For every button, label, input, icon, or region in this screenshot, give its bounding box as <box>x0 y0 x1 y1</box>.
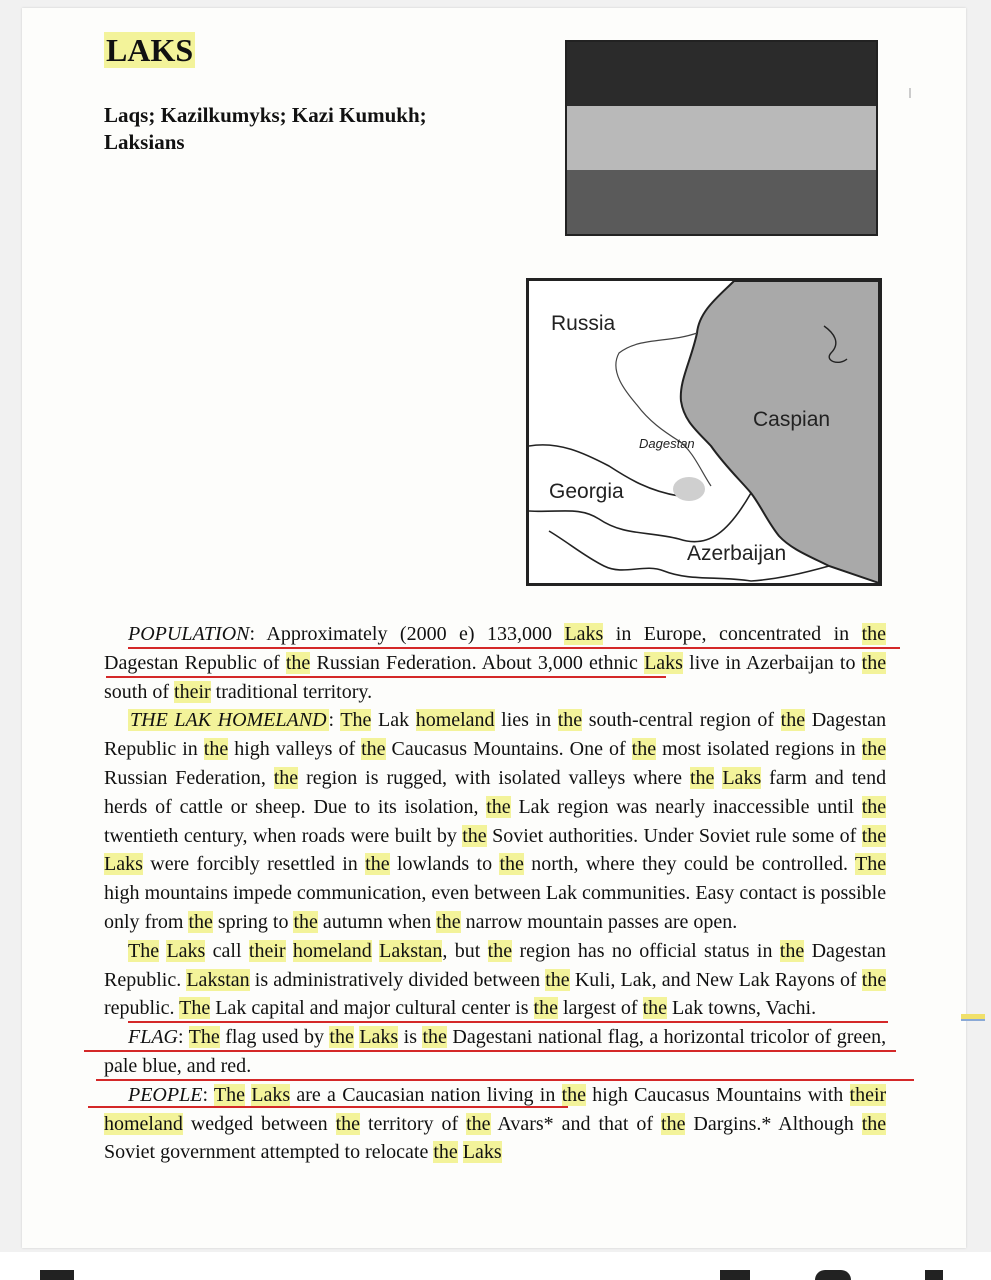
highlighted-word: the <box>642 997 668 1020</box>
highlighted-word: The <box>128 939 160 962</box>
highlighted-word: Laks <box>722 766 762 789</box>
highlighted-word: the <box>861 1112 887 1135</box>
article-body <box>104 620 886 1167</box>
scan-mark <box>909 88 911 98</box>
highlighted-word: homeland <box>104 1112 183 1135</box>
red-underline <box>96 1079 914 1081</box>
highlighted-word: the <box>285 651 311 674</box>
highlighted-word: the <box>466 1112 491 1135</box>
highlighted-word: The <box>188 1026 220 1049</box>
highlighted-word: the <box>203 738 229 761</box>
highlighted-word: the <box>273 766 299 789</box>
flag-stripe-top <box>567 42 876 106</box>
homeland-label: THE LAK HOMELAND <box>130 709 327 732</box>
location-map <box>526 278 882 586</box>
document-page <box>22 8 966 1248</box>
highlighted-word: the <box>861 968 887 991</box>
flag-stripe-middle <box>567 106 876 170</box>
highlighted-word: Laks <box>359 1026 399 1049</box>
highlighted-word: the <box>545 968 570 991</box>
highlighted-word: the <box>631 738 657 761</box>
highlighted-word: homeland <box>292 939 372 962</box>
highlighted-word: their <box>849 1083 887 1106</box>
highlighted-word: the <box>486 795 511 818</box>
map-label-dagestan: Dagestan <box>639 436 695 451</box>
highlighted-word: the <box>422 1026 447 1049</box>
highlighted-word: homeland <box>415 709 495 732</box>
people-paragraph <box>104 1081 886 1167</box>
flag-stripe-bottom <box>567 170 876 234</box>
highlighted-word: Laks <box>251 1083 291 1106</box>
highlighted-word: the <box>462 824 487 847</box>
scrollbar-mark-line <box>961 1019 985 1021</box>
highlighted-word: their <box>248 939 286 962</box>
highlighted-word: The <box>179 997 211 1020</box>
alt-names-line-1: Laqs; Kazilkumyks; Kazi Kumukh; <box>104 103 427 127</box>
lak-flag-image <box>565 40 878 236</box>
highlighted-word: the <box>329 1026 354 1049</box>
population-text: : Approximately (2000 e) 133,000 Laks in Europe, concentrated in the Dagestan Republic of the Russian Federation. About 3,000 ethnic Laks live in Azerbaijan to the south of their traditional territory. <box>104 623 887 703</box>
highlighted-word: Laks <box>166 939 206 962</box>
highlighted-word: the <box>557 709 583 732</box>
highlighted-word: the <box>861 824 887 847</box>
highlighted-word: the <box>487 939 513 962</box>
highlighted-word: Lakstan <box>186 968 250 991</box>
highlighted-word: the <box>533 997 558 1020</box>
highlighted-word: the <box>861 651 887 674</box>
lakstan-paragraph <box>104 937 886 1023</box>
page-title: LAKS <box>106 32 194 68</box>
people-label: PEOPLE <box>128 1083 203 1106</box>
highlighted-word: the <box>689 766 715 789</box>
population-paragraph <box>104 620 886 706</box>
highlighted-word: Lakstan <box>379 939 443 962</box>
highlighted-word: the <box>293 910 318 933</box>
homeland-text: : The Lak homeland lies in the south-central region of the Dagestan Republic in the high valleys of the Caucasus Mountains. One of the most isolated regions in the Russian Federation, the region is rugged, with isolated valleys where the Laks farm and tend herds of cattle or sheep. Due to its isolation, the Lak region was nearly inaccessible until the twentieth century, when roads were built by the Soviet authorities. Under Soviet rule some of the Laks were forcibly resettled in the lowlands to the north, where they could be controlled. The high mountains impede communication, even between Lak communities. Easy contact is possible only from the spring to the autumn when the narrow mountain passes are open. <box>104 709 887 933</box>
highlighted-word: the <box>861 795 887 818</box>
highlighted-word: Laks <box>462 1141 502 1164</box>
red-underline <box>84 1050 896 1052</box>
highlighted-word: The <box>855 853 887 876</box>
highlighted-word: the <box>861 623 887 645</box>
highlighted-word: the <box>188 910 213 933</box>
highlighted-word: Laks <box>104 853 143 876</box>
people-text: : The Laks are a Caucasian nation living in the high Caucasus Mountains with their homeland wedged between the territory of the Avars* and that of the Dargins.* Although the Soviet government attempted to relocate the Laks <box>104 1083 887 1164</box>
highlighted-word: Laks <box>564 623 604 645</box>
red-underline <box>128 647 900 649</box>
flag-label: FLAG <box>128 1026 178 1049</box>
map-label-azerbaijan: Azerbaijan <box>687 542 787 565</box>
bottom-cropped-bar <box>0 1252 991 1280</box>
highlighted-word: the <box>779 939 805 962</box>
lakstan-text: The Laks call their homeland Lakstan, but the region has no official status in the Dagestan Republic. Lakstan is administratively divided between the Kuli, Lak, and New Lak Rayons of the republic. The Lak capital and major cultural center is the largest of the Lak towns, Vachi. <box>104 939 887 1020</box>
highlighted-word: the <box>335 1112 361 1135</box>
homeland-paragraph <box>104 706 886 936</box>
highlighted-word: The <box>213 1083 245 1106</box>
highlighted-word: the <box>861 738 887 761</box>
red-underline <box>88 1106 568 1108</box>
flag-text: : The flag used by the Laks is the Dagestani national flag, a horizontal tricolor of green, pale blue, and red. <box>104 1026 887 1077</box>
red-underline <box>128 1021 888 1023</box>
population-label: POPULATION <box>128 623 250 645</box>
alt-names-line-2: Laksians <box>104 130 185 154</box>
map-label-russia: Russia <box>551 312 616 335</box>
highlighted-word: the <box>561 1083 587 1106</box>
highlighted-word: the <box>780 709 806 732</box>
highlighted-word: the <box>361 738 386 761</box>
highlighted-word: the <box>365 853 390 876</box>
highlighted-word: Laks <box>644 651 683 674</box>
highlighted-word: the <box>433 1141 458 1164</box>
red-underline <box>106 676 666 678</box>
highlighted-word: the <box>436 910 461 933</box>
cropped-icon <box>925 1270 943 1280</box>
highlighted-word: The <box>340 709 372 732</box>
highlighted-word: the <box>661 1112 686 1135</box>
cropped-icon <box>40 1270 74 1280</box>
lak-region-marker <box>673 477 705 501</box>
highlighted-word: the <box>499 853 524 876</box>
alternate-names <box>104 102 524 156</box>
map-label-caspian: Caspian <box>753 408 831 431</box>
highlighted-word: their <box>174 680 211 703</box>
cropped-icon <box>720 1270 750 1280</box>
map-label-georgia: Georgia <box>549 480 624 503</box>
cropped-icon <box>815 1270 851 1280</box>
